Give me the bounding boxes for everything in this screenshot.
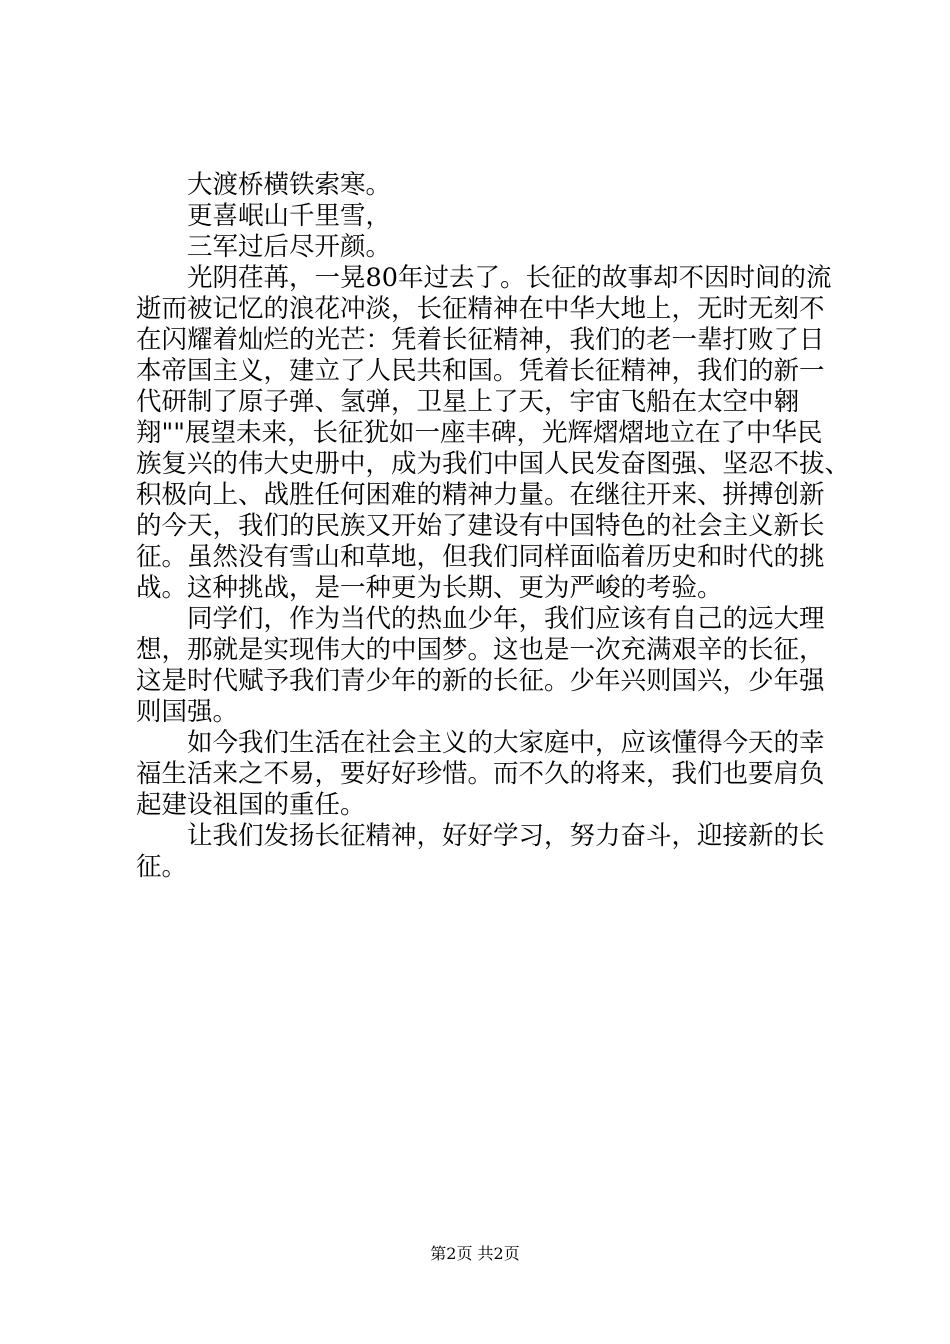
text-line: 则国强。 [136, 697, 239, 727]
paragraph-students [136, 604, 836, 728]
text-line: 战。这种挑战，是一种更为长期、更为严峻的考验。 [136, 573, 723, 603]
text-line: 族复兴的伟大史册中，成为我们中国人民发奋图强、坚忍不拔、 [136, 449, 851, 479]
text-line: 征。 [136, 852, 188, 882]
page-number-footer: 第2页 共2页 [430, 1244, 520, 1263]
poem-stanza [136, 170, 836, 263]
text-line: 本帝国主义，建立了人民共和国。凭着长征精神，我们的新一 [136, 356, 825, 386]
text-line: 在闪耀着灿烂的光芒：凭着长征精神，我们的老一辈打败了日 [136, 325, 825, 355]
text-line: 让我们发扬长征精神，好好学习，努力奋斗，迎接新的长 [136, 821, 825, 851]
paragraph-closing [136, 821, 836, 883]
text-line: 同学们，作为当代的热血少年，我们应该有自己的远大理 [136, 604, 825, 634]
text-line: 这是时代赋予我们青少年的新的长征。少年兴则国兴，少年强 [136, 666, 825, 696]
text-line: 光阴荏苒，一晃80年过去了。长征的故事却不因时间的流 [136, 263, 832, 293]
text-line: 如今我们生活在社会主义的大家庭中，应该懂得今天的幸 [136, 728, 825, 758]
text-line: 征。虽然没有雪山和草地，但我们同样面临着历史和时代的挑 [136, 542, 825, 572]
text-line: 代研制了原子弹、氢弹，卫星上了天，宇宙飞船在太空中翱 [136, 387, 800, 417]
text-line: 翔""展望未来，长征犹如一座丰碑，光辉熠熠地立在了中华民 [136, 418, 823, 448]
poem-line: 大渡桥横铁索寒。 [136, 170, 392, 200]
text-line: 起建设祖国的重任。 [136, 790, 366, 820]
text-line: 的今天，我们的民族又开始了建设有中国特色的社会主义新长 [136, 511, 825, 541]
paragraph-long-march-spirit [136, 263, 851, 604]
poem-line: 三军过后尽开颜。 [136, 232, 392, 262]
document-body [136, 170, 851, 883]
text-line: 逝而被记忆的浪花冲淡，长征精神在中华大地上，无时无刻不 [136, 294, 825, 324]
text-line: 福生活来之不易，要好好珍惜。而不久的将来，我们也要肩负 [136, 759, 825, 789]
text-line: 想，那就是实现伟大的中国梦。这也是一次充满艰辛的长征， [136, 635, 825, 665]
poem-line: 更喜岷山千里雪， [136, 201, 392, 231]
text-line: 积极向上、战胜任何困难的精神力量。在继往开来、拼搏创新 [136, 480, 825, 510]
paragraph-cherish-life [136, 728, 836, 821]
